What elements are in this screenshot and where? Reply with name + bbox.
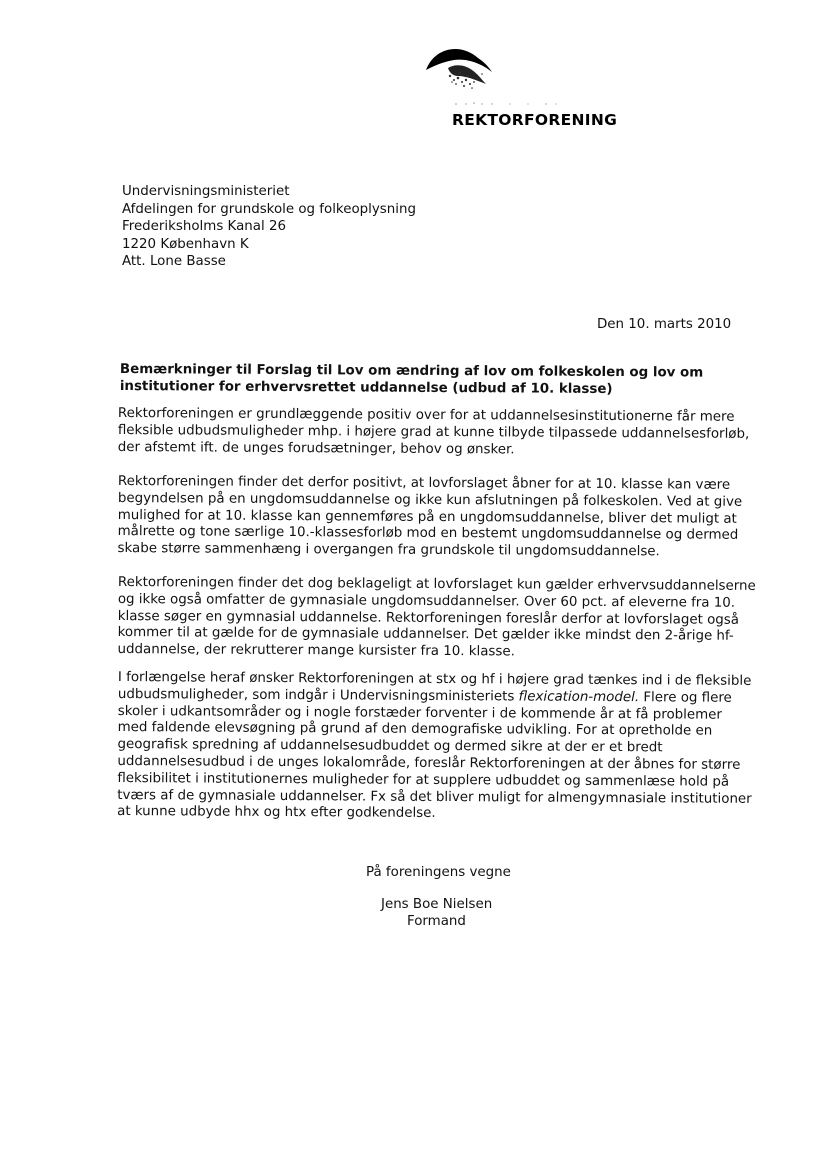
paragraph-line: at kunne udbyde hhx og htx efter godkendelse. bbox=[117, 804, 436, 822]
paragraph-line: tværs af de gymnasiale uddannelser. Fx så det bliver muligt for almengymnasiale institutioner bbox=[117, 787, 752, 807]
organization-name: REKTORFORENING bbox=[452, 111, 618, 129]
body-paragraph-4 bbox=[117, 670, 758, 825]
paragraph-line: Rektorforeningen finder det dog beklageligt at lovforslaget kun gælder erhvervsuddannelserne bbox=[117, 575, 756, 594]
subject-line: Bemærkninger til Forslag til Lov om ændring af lov om folkeskolen og lov om bbox=[119, 361, 704, 381]
paragraph-line: klasse søger en gymnasial uddannelse. Rektorforeningen foreslår derfor at lovforslaget også bbox=[117, 608, 740, 628]
address-line: 1220 København K bbox=[122, 236, 249, 252]
paragraph-line: Rektorforeningen er grundlæggende positiv over for at uddannelsesinstitutionerne får mere bbox=[117, 406, 735, 425]
address-line: Frederiksholms Kanal 26 bbox=[122, 219, 287, 234]
paragraph-line: og ikke også omfatter de gymnasiale ungdomsuddannelser. Over 60 pct. af eleverne fra 10. bbox=[117, 591, 736, 611]
paragraph-line: uddannelsesudbud i de unges lokalområde, foreslår Rektorforeningen at der åbnes for større bbox=[117, 753, 741, 773]
paragraph-line: begyndelsen på en ungdomsuddannelse og ikke kun afslutningen på folkeskolen. Ved at give bbox=[117, 490, 743, 510]
paragraph-line: der afstemt ift. de unges forudsætninger, behov og ønsker. bbox=[117, 439, 515, 458]
logo-dotted-line bbox=[452, 100, 562, 108]
paragraph-text: udbudsmuligheder, som indgår i Undervisningsministeriets bbox=[117, 686, 519, 705]
address-line: Att. Lone Basse bbox=[122, 254, 226, 269]
paragraph-line: Rektorforeningen finder det derfor positivt, at lovforslaget åbner for at 10. klasse kan være bbox=[117, 474, 731, 493]
paragraph-line: kommer til at gælde for de gymnasiale uddannelser. Det gælder ikke mindst den 2-årige hf- bbox=[117, 625, 734, 645]
subject-line: institutioner for erhvervsrettet uddannelse (udbud af 10. klasse) bbox=[119, 378, 613, 398]
paragraph-line: skoler i udkantsområder og i nogle forstæder forventer i de kommende år at få problemer bbox=[117, 703, 722, 723]
paragraph-line: uddannelse, der rekrutterer mange kursister fra 10. klasse. bbox=[117, 642, 515, 660]
body-paragraph-2 bbox=[117, 474, 758, 562]
paragraph-line: skabe større sammenhæng i overgangen fra grundskole til ungdomsuddannelse. bbox=[117, 541, 660, 560]
address-line: Undervisningsministeriet bbox=[122, 184, 290, 199]
paragraph-line: målrette og tone særlige 10.-klassesforløb mod en bestemt ungdomsuddannelse og dermed bbox=[117, 524, 739, 544]
letter-date: Den 10. marts 2010 bbox=[597, 317, 732, 332]
paragraph-line: mulighed for at 10. klasse kan gennemføres på en ungdomsuddannelse, bliver det muligt at bbox=[117, 507, 737, 527]
paragraph-line: fleksible udbudsmuligheder mhp. i højere grad at kunne tilbyde tilpassede uddannelsesforløb, bbox=[117, 422, 750, 442]
closing-signoff: På foreningens vegne bbox=[366, 865, 511, 880]
body-paragraph-1 bbox=[118, 406, 758, 460]
signatory-title: Formand bbox=[407, 914, 466, 929]
paragraph-line: geografisk spredning af uddannelsesudbuddet og dermed sikre at der er et bredt bbox=[117, 737, 663, 756]
recipient-address bbox=[122, 183, 416, 271]
organization-logo bbox=[420, 40, 500, 102]
signatory-name: Jens Boe Nielsen bbox=[381, 897, 493, 912]
letter-subject bbox=[120, 361, 720, 399]
paragraph-line: I forlængelse heraf ønsker Rektorforeningen at stx og hf i højere grad tænkes ind i de fleksible bbox=[117, 670, 752, 689]
flexication-model-term: flexication-model. bbox=[518, 689, 640, 705]
paragraph-text: Flere og flere bbox=[639, 689, 732, 706]
paragraph-line: fleksibilitet i institutionernes muligheder for at supplere udbuddet og sammenlæse hold på bbox=[117, 770, 730, 790]
paragraph-line: med faldende elevsøgning på grund af den demografiske udvikling. For at opretholde en bbox=[117, 720, 713, 740]
address-line: Afdelingen for grundskole og folkeoplysning bbox=[122, 201, 416, 217]
body-paragraph-3 bbox=[117, 575, 758, 663]
